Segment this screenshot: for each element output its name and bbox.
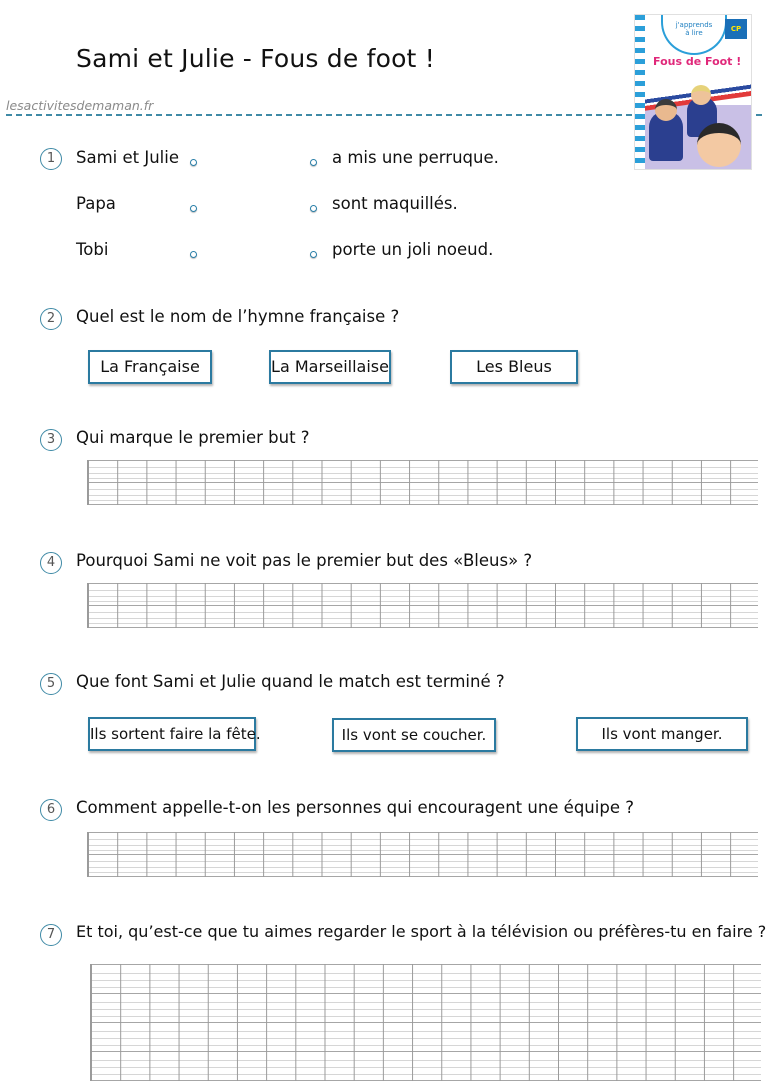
match-dot-right[interactable] [310,251,317,258]
cover-badge-line1: j'apprends [675,21,713,29]
question-number-7: 7 [40,924,62,946]
question-number-6: 6 [40,799,62,821]
cover-spine [635,15,645,169]
cover-character-head [655,99,677,121]
question-number-2: 2 [40,308,62,330]
match-dot-left[interactable] [190,159,197,166]
match-left-item: Papa [76,194,116,213]
choice-vont-manger[interactable]: Ils vont manger. [576,717,748,751]
choice-les-bleus[interactable]: Les Bleus [450,350,578,384]
question-text-7: Et toi, qu’est-ce que tu aimes regarder le sport à la télévision ou préfères-tu en faire ? [76,922,767,941]
match-dot-right[interactable] [310,159,317,166]
question-text-5: Que font Sami et Julie quand le match est terminé ? [76,672,505,691]
question-text-2: Quel est le nom de l’hymne française ? [76,307,400,326]
choice-la-marseillaise[interactable]: La Marseillaise [269,350,391,384]
cover-series-badge [661,15,727,55]
question-number-1: 1 [40,148,62,170]
question-number-3: 3 [40,429,62,451]
question-text-6: Comment appelle-t-on les personnes qui encouragent une équipe ? [76,798,634,817]
book-cover-image [634,14,752,170]
match-dot-right[interactable] [310,205,317,212]
match-left-item: Tobi [76,240,109,259]
match-right-item: porte un joli noeud. [332,240,494,259]
question-text-4: Pourquoi Sami ne voit pas le premier but des «Bleus» ? [76,551,533,570]
answer-grid-7[interactable] [90,964,761,1081]
answer-grid-3[interactable] [87,460,758,505]
match-right-item: sont maquillés. [332,194,458,213]
answer-grid-4[interactable] [87,583,758,628]
match-dot-left[interactable] [190,251,197,258]
cover-title: Fous de Foot ! [653,55,742,68]
question-text-3: Qui marque le premier but ? [76,428,310,447]
cover-level-badge: CP [725,19,747,39]
question-number-5: 5 [40,673,62,695]
cover-character-head [691,85,711,105]
question-number-4: 4 [40,552,62,574]
cover-badge-line2: à lire [685,29,703,37]
cover-character-face [697,123,741,167]
choice-vont-se-coucher[interactable]: Ils vont se coucher. [332,718,496,752]
match-left-item: Sami et Julie [76,148,179,167]
answer-grid-6[interactable] [87,832,758,877]
choice-sortent-faire-la-fete[interactable]: Ils sortent faire la fête. [88,717,256,751]
choice-la-francaise[interactable]: La Française [88,350,212,384]
site-watermark: lesactivitesdemaman.fr [6,98,154,113]
page-title: Sami et Julie - Fous de foot ! [76,44,435,73]
match-dot-left[interactable] [190,205,197,212]
match-right-item: a mis une perruque. [332,148,499,167]
